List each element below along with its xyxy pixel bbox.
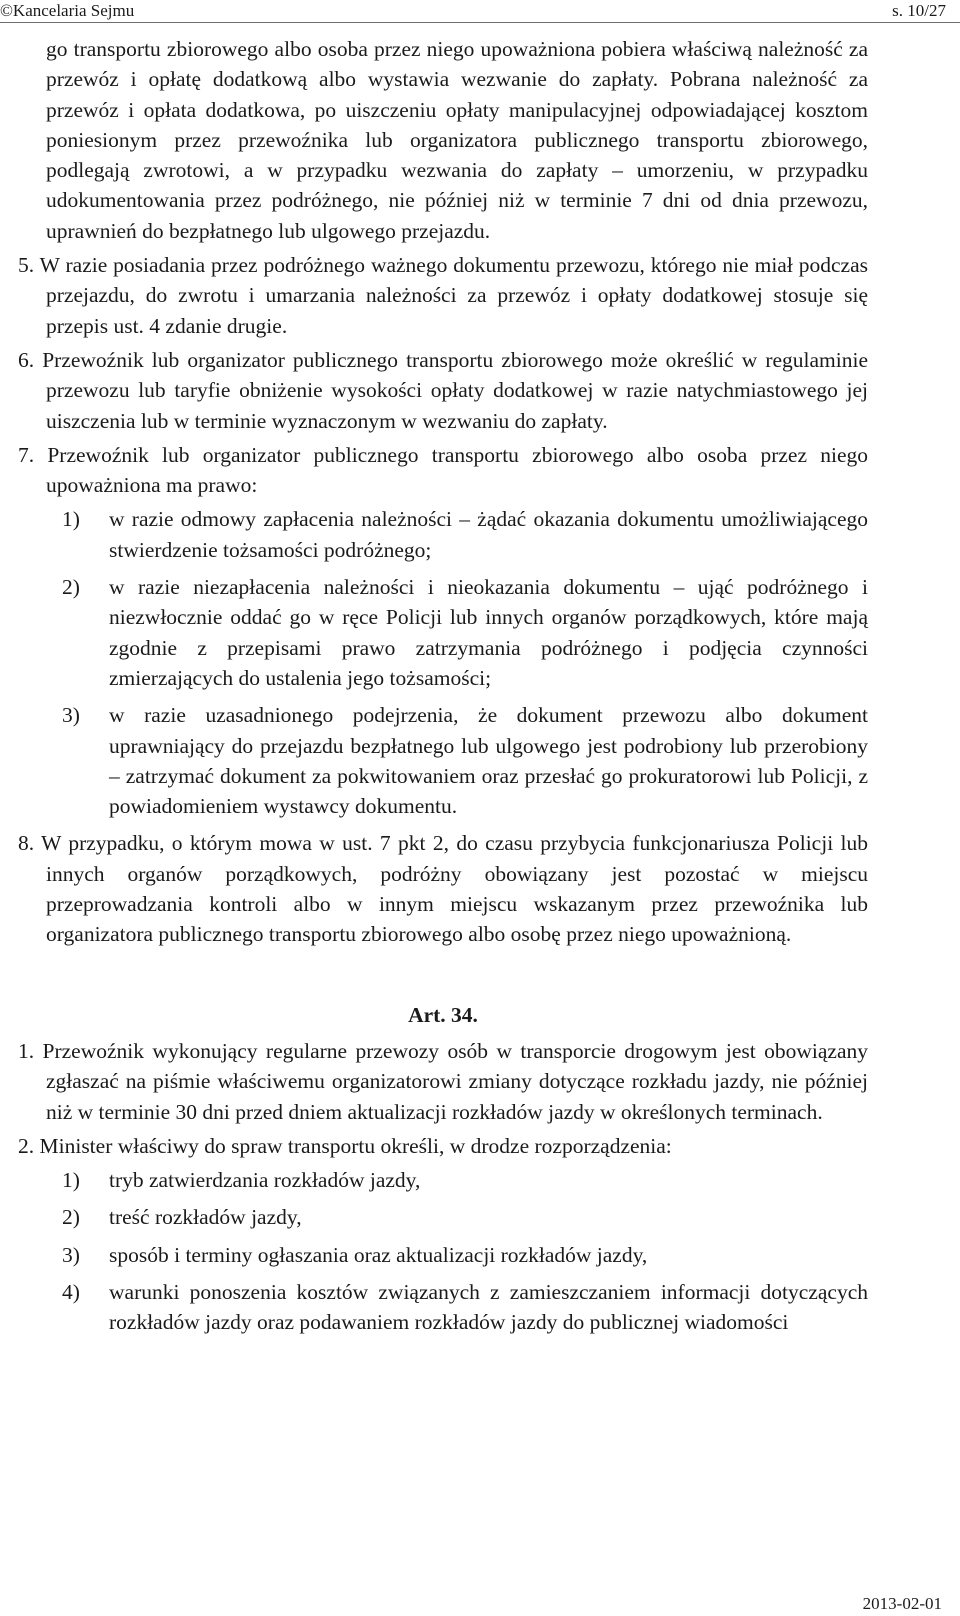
- list-item: [18, 504, 868, 565]
- article-paragraph-1: 1. Przewoźnik wykonujący regularne przewozy osób w transporcie drogowym jest obowiązany zgłaszać na piśmie właściwemu organizatorowi zmiany dotyczące rozkładu jazdy, nie później niż w terminie 30 dni przed dniem aktualizacji rozkładów jazdy w określonych terminach.: [18, 1038, 868, 1124]
- list-item: [18, 1202, 868, 1232]
- list-item-text: w razie uzasadnionego podejrzenia, że dokument przewozu albo dokument uprawniający do przejazdu bezpłatnego lub ulgowego jest podrobiony lub przerobiony – zatrzymać dokument za pokwitowaniem oraz przesłać go prokuratorowi lub Policji, z powiadomieniem wystawcy dokumentu.: [109, 703, 868, 819]
- copyright-label: ©Kancelaria Sejmu: [0, 1, 135, 20]
- list-item-text: treść rozkładów jazdy,: [109, 1205, 302, 1230]
- list-item-number: 1): [62, 1168, 80, 1193]
- list-item: [18, 1277, 868, 1338]
- document-body: [18, 34, 868, 1345]
- list-item: [18, 1165, 868, 1195]
- header-divider: [0, 22, 960, 23]
- page-number: s. 10/27: [892, 1, 946, 20]
- list-item-number: 4): [62, 1279, 80, 1304]
- article-paragraph-2: 2. Minister właściwy do spraw transportu określi, w drodze rozporządzenia:: [18, 1133, 672, 1158]
- paragraph-7-list: [18, 504, 868, 821]
- page-header: [0, 0, 960, 24]
- paragraph-continuation: go transportu zbiorowego albo osoba przez niego upoważniona pobiera właściwą należność za przewóz i opłatę dodatkową albo wystawia wezwanie do zapłaty. Pobrana należność za przewóz i opłata dodatkowa, po uiszczeniu opłaty manipulacyjnej odpowiadającej kosztom poniesionym przez przewoźnika lub organizatora publicznego transportu zbiorowego, podlegają zwrotowi, a w przypadku wezwania do zapłaty – umorzeniu, w przypadku udokumentowania przez podróżnego, nie później niż w terminie 7 dni od dnia przewozu, uprawnień do bezpłatnego lub ulgowego przejazdu.: [46, 37, 868, 243]
- list-item-text: w razie niezapłacenia należności i nieokazania dokumentu – ująć podróżnego i niezwłocznie oddać go w ręce Policji lub innych organów porządkowych, które mają zgodnie z przepisami prawo zatrzymania podróżnego i podjęcia czynności zmierzających do ustalenia jego tożsamości;: [109, 575, 868, 690]
- list-item-text: w razie odmowy zapłacenia należności – żądać okazania dokumentu umożliwiającego stwierdzenie tożsamości podróżnego;: [109, 507, 868, 562]
- list-item-number: 3): [62, 1242, 80, 1267]
- list-item-text: warunki ponoszenia kosztów związanych z zamieszczaniem informacji dotyczących rozkładów jazdy oraz podawaniem rozkładów jazdy do publicznej wiadomości: [109, 1279, 868, 1335]
- paragraph-6: 6. Przewoźnik lub organizator publicznego transportu zbiorowego może określić w regulaminie przewozu lub taryfie obniżenie wysokości opłaty dodatkowej w razie natychmiastowego jej uiszczenia lub w terminie wyznaczonym w wezwaniu do zapłaty.: [18, 347, 868, 433]
- paragraph-8: 8. W przypadku, o którym mowa w ust. 7 pkt 2, do czasu przybycia funkcjonariusza Policji lub innych organów porządkowych, podróżny obowiązany jest pozostać w miejscu przeprowadzania kontroli albo w innym miejscu wskazanym przez przewoźnika lub organizatora publicznego transportu zbiorowego albo osobę przez niego upoważnioną.: [18, 831, 868, 947]
- list-item-number: 2): [62, 1205, 80, 1230]
- paragraph-7: 7. Przewoźnik lub organizator publicznego transportu zbiorowego albo osoba przez niego upoważniona ma prawo:: [18, 442, 868, 498]
- footer-date: 2013-02-01: [862, 1594, 942, 1613]
- list-item-text: sposób i terminy ogłaszania oraz aktualizacji rozkładów jazdy,: [109, 1242, 648, 1267]
- list-item: [18, 1240, 868, 1270]
- list-item-text: tryb zatwierdzania rozkładów jazdy,: [109, 1168, 421, 1193]
- list-item: [18, 572, 868, 693]
- article-paragraph-2-list: [18, 1165, 868, 1337]
- list-item: [18, 700, 868, 821]
- list-item-number: 2): [62, 575, 80, 600]
- article-title: Art. 34.: [408, 1002, 478, 1027]
- paragraph-5: 5. W razie posiadania przez podróżnego ważnego dokumentu przewozu, którego nie miał podczas przejazdu, do zwrotu i umarzania należności za przewóz i opłaty dodatkowej stosuje się przepis ust. 4 zdanie drugie.: [18, 253, 868, 338]
- list-item-number: 1): [62, 507, 80, 532]
- list-item-number: 3): [62, 703, 80, 728]
